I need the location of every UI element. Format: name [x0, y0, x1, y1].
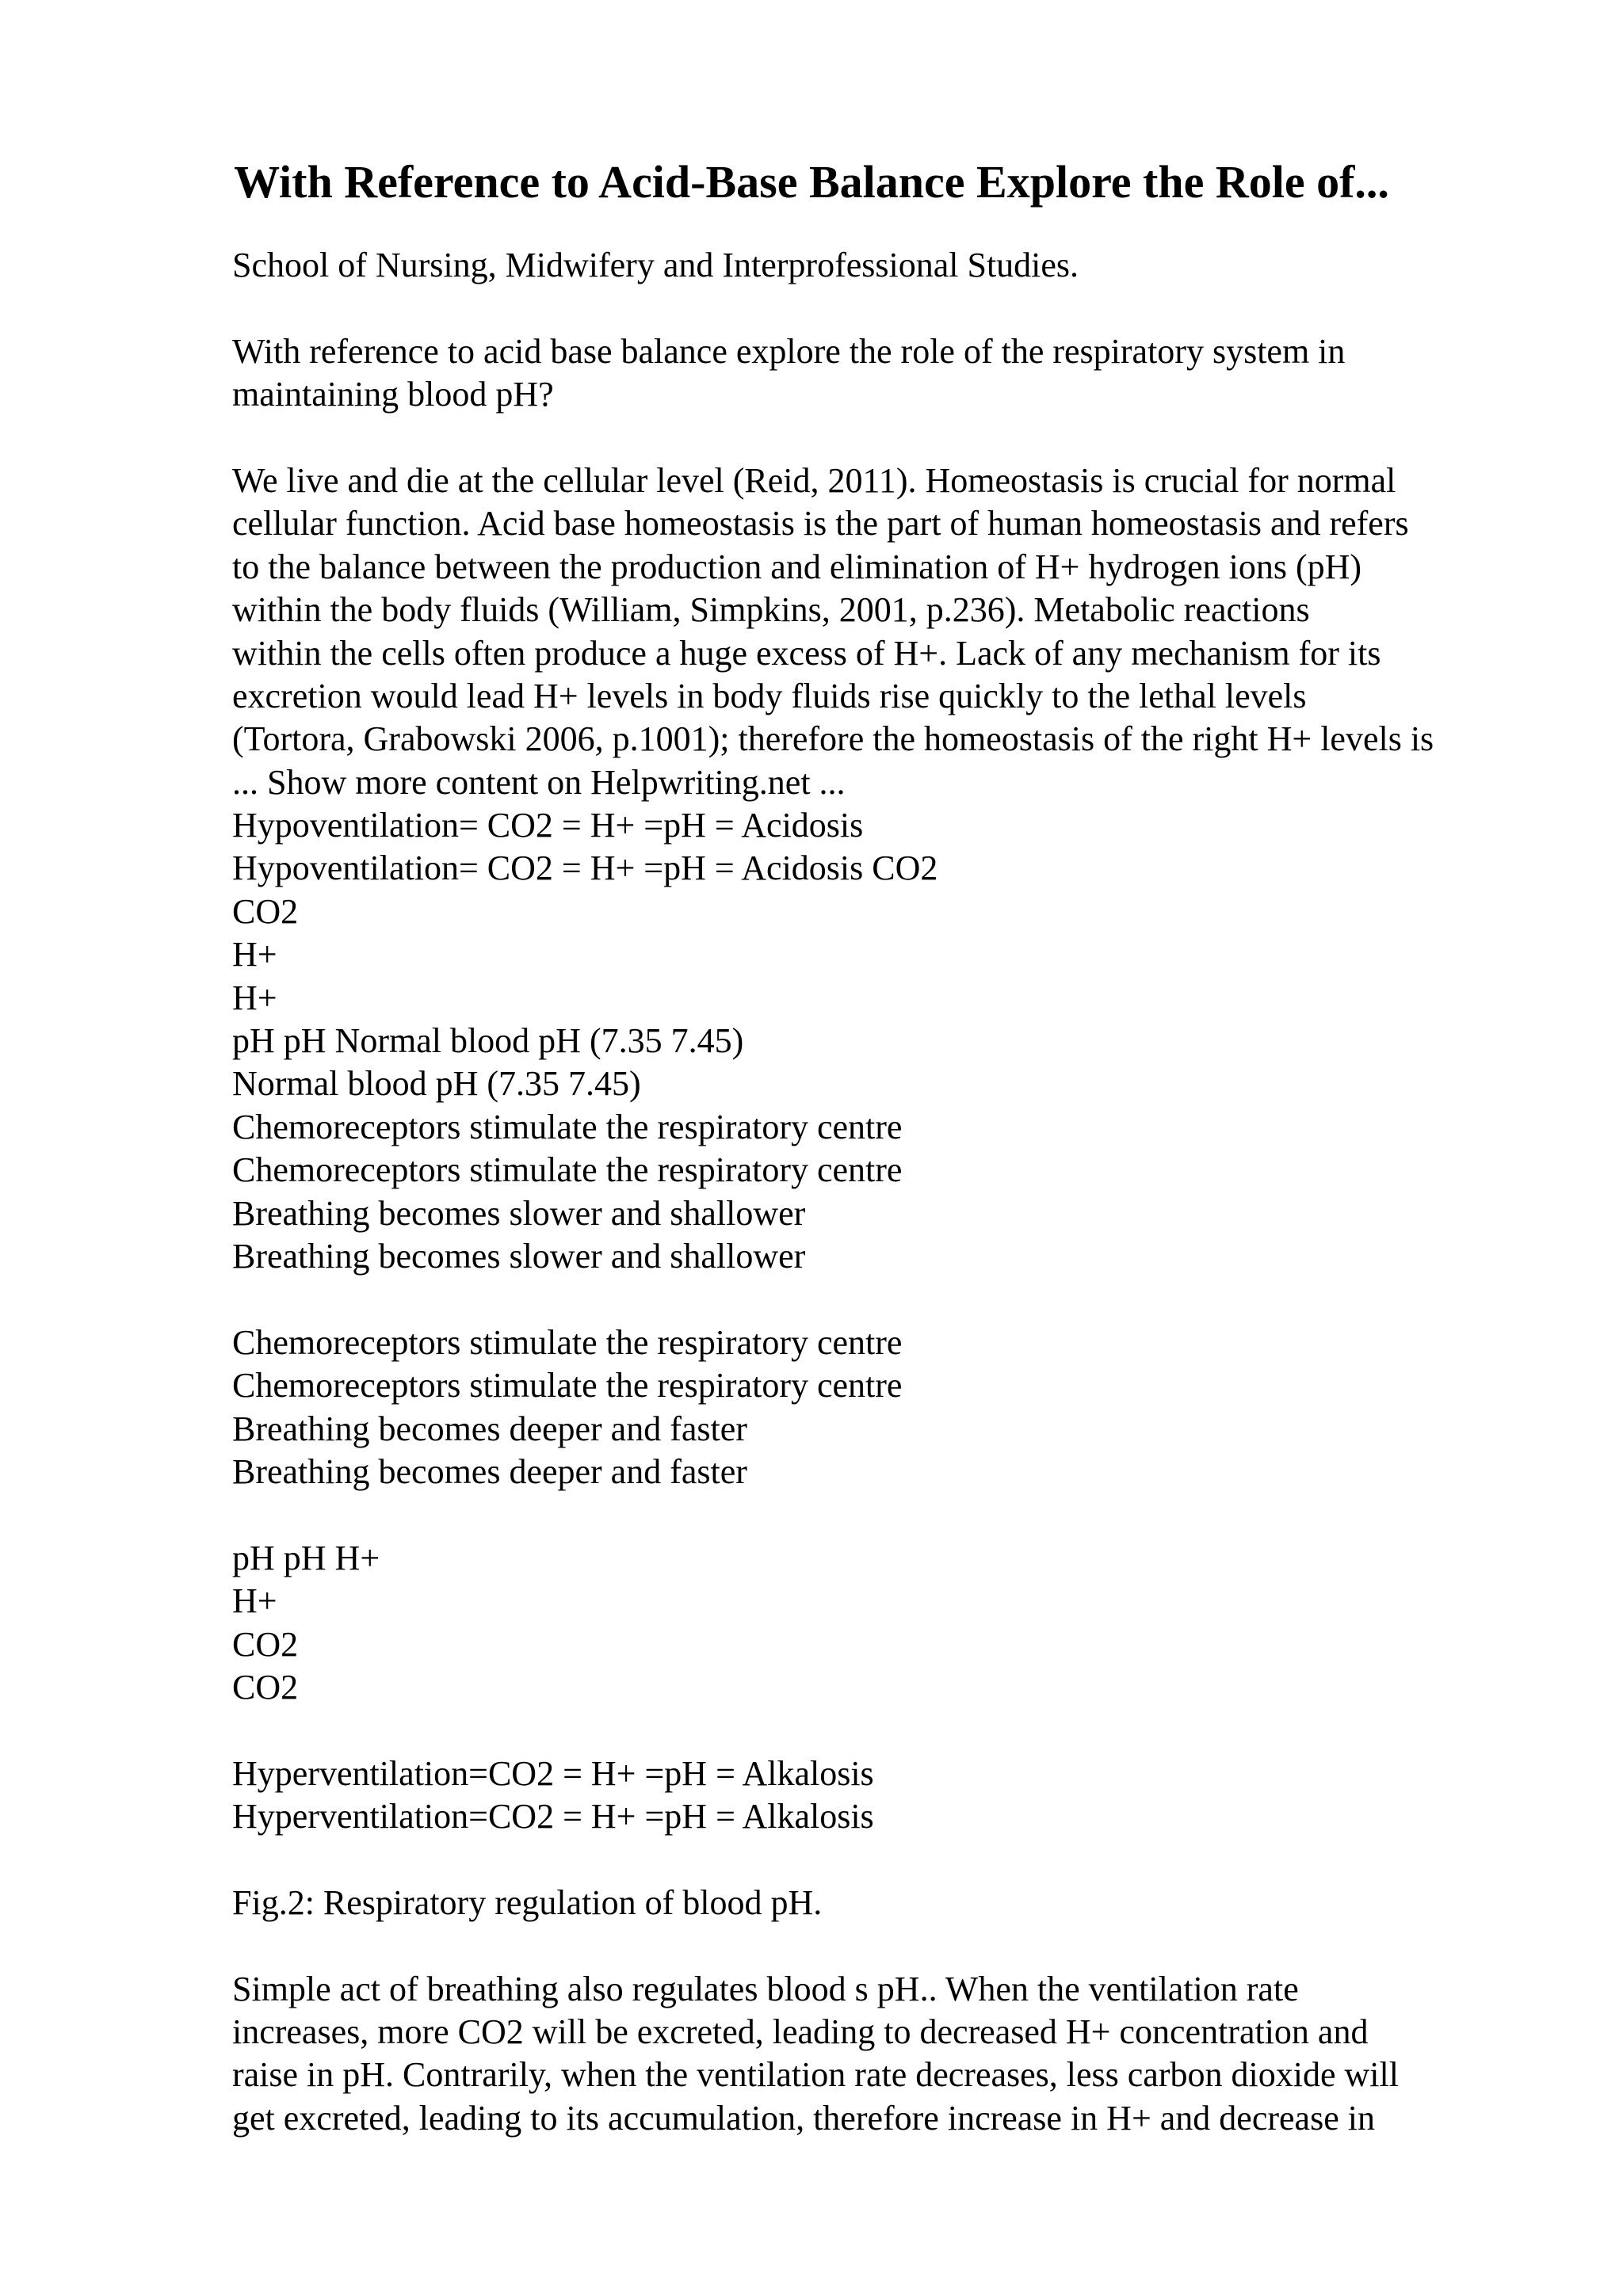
intro-line: to the balance between the production and elimination of H+ hydrogen ions (pH) — [232, 547, 1362, 586]
spacer — [232, 1709, 1532, 1752]
closing-line: raise in pH. Contrarily, when the ventilation rate decreases, less carbon dioxide will — [232, 2055, 1399, 2095]
spacer — [232, 417, 1532, 460]
figure-text-line: Chemoreceptors stimulate the respiratory centre — [232, 1322, 903, 1362]
intro-line: (Tortora, Grabowski 2006, p.1001); therefore the homeostasis of the right H+ levels is — [232, 719, 1434, 759]
intro-paragraph — [232, 460, 1532, 1278]
figure-text-line: Breathing becomes deeper and faster — [232, 1409, 747, 1448]
figure-block-3 — [232, 1537, 1532, 1710]
figure-text-line: Breathing becomes deeper and faster — [232, 1451, 747, 1491]
spacer — [232, 287, 1532, 330]
figure-text-line: pH pH Normal blood pH (7.35 7.45) — [232, 1021, 744, 1061]
question-paragraph — [232, 330, 1532, 417]
closing-line: Simple act of breathing also regulates blood s pH.. When the ventilation rate — [232, 1969, 1299, 2008]
intro-line: We live and die at the cellular level (Reid, 2011). Homeostasis is crucial for normal — [232, 460, 1396, 500]
figure-block-2 — [232, 1322, 1532, 1494]
document-body — [232, 244, 1532, 2140]
figure-text-line: CO2 — [232, 1667, 299, 1707]
closing-line: get excreted, leading to its accumulation, therefore increase in H+ and decrease in — [232, 2098, 1375, 2138]
school-line: School of Nursing, Midwifery and Interprofessional Studies. — [232, 246, 1079, 284]
figure-caption: Fig.2: Respiratory regulation of blood pH. — [232, 1882, 823, 1922]
spacer — [232, 1838, 1532, 1881]
figure-text-line: pH pH H+ — [232, 1538, 380, 1577]
figure-text-line: Breathing becomes slower and shallower — [232, 1193, 806, 1233]
intro-line: excretion would lead H+ levels in body fluids rise quickly to the lethal levels — [232, 676, 1307, 715]
figure-text-line: Hypoventilation= CO2 = H+ =pH = Acidosis CO2 — [232, 849, 938, 888]
question-line: With reference to acid base balance explore the role of the respiratory system in — [232, 331, 1346, 371]
figure-text-line: Hyperventilation=CO2 = H+ =pH = Alkalosis — [232, 1753, 874, 1793]
figure-block-4 — [232, 1753, 1532, 1839]
figure-text-line: CO2 — [232, 891, 299, 931]
figure-text-line: Normal blood pH (7.35 7.45) — [232, 1064, 641, 1104]
page-title: With Reference to Acid-Base Balance Explore the Role of... — [234, 156, 1389, 208]
intro-line: cellular function. Acid base homeostasis is the part of human homeostasis and refers — [232, 504, 1409, 543]
figure-text-line: Chemoreceptors stimulate the respiratory centre — [232, 1107, 903, 1146]
closing-paragraph — [232, 1968, 1532, 2141]
closing-line: increases, more CO2 will be excreted, leading to decreased H+ concentration and — [232, 2012, 1369, 2052]
figure-text-line: Hyperventilation=CO2 = H+ =pH = Alkalosis — [232, 1797, 874, 1836]
figure-text-line: CO2 — [232, 1624, 299, 1664]
figure-text-line: H+ — [232, 1581, 277, 1621]
intro-line: within the cells often produce a huge excess of H+. Lack of any mechanism for its — [232, 633, 1381, 673]
figure-text-line: Chemoreceptors stimulate the respiratory centre — [232, 1366, 903, 1405]
show-more-line: ... Show more content on Helpwriting.net ... — [232, 762, 846, 802]
figure-text-line: Hypoventilation= CO2 = H+ =pH = Acidosis — [232, 806, 864, 845]
figure-text-line: H+ — [232, 978, 277, 1017]
spacer — [232, 1924, 1532, 1967]
figure-text-line: Chemoreceptors stimulate the respiratory centre — [232, 1150, 903, 1190]
spacer — [232, 1278, 1532, 1321]
figure-text-line: Breathing becomes slower and shallower — [232, 1236, 806, 1276]
question-line: maintaining blood pH? — [232, 375, 554, 414]
figure-text-line: H+ — [232, 935, 277, 974]
intro-line: within the body fluids (William, Simpkins, 2001, p.236). Metabolic reactions — [232, 590, 1310, 630]
spacer — [232, 1493, 1532, 1536]
